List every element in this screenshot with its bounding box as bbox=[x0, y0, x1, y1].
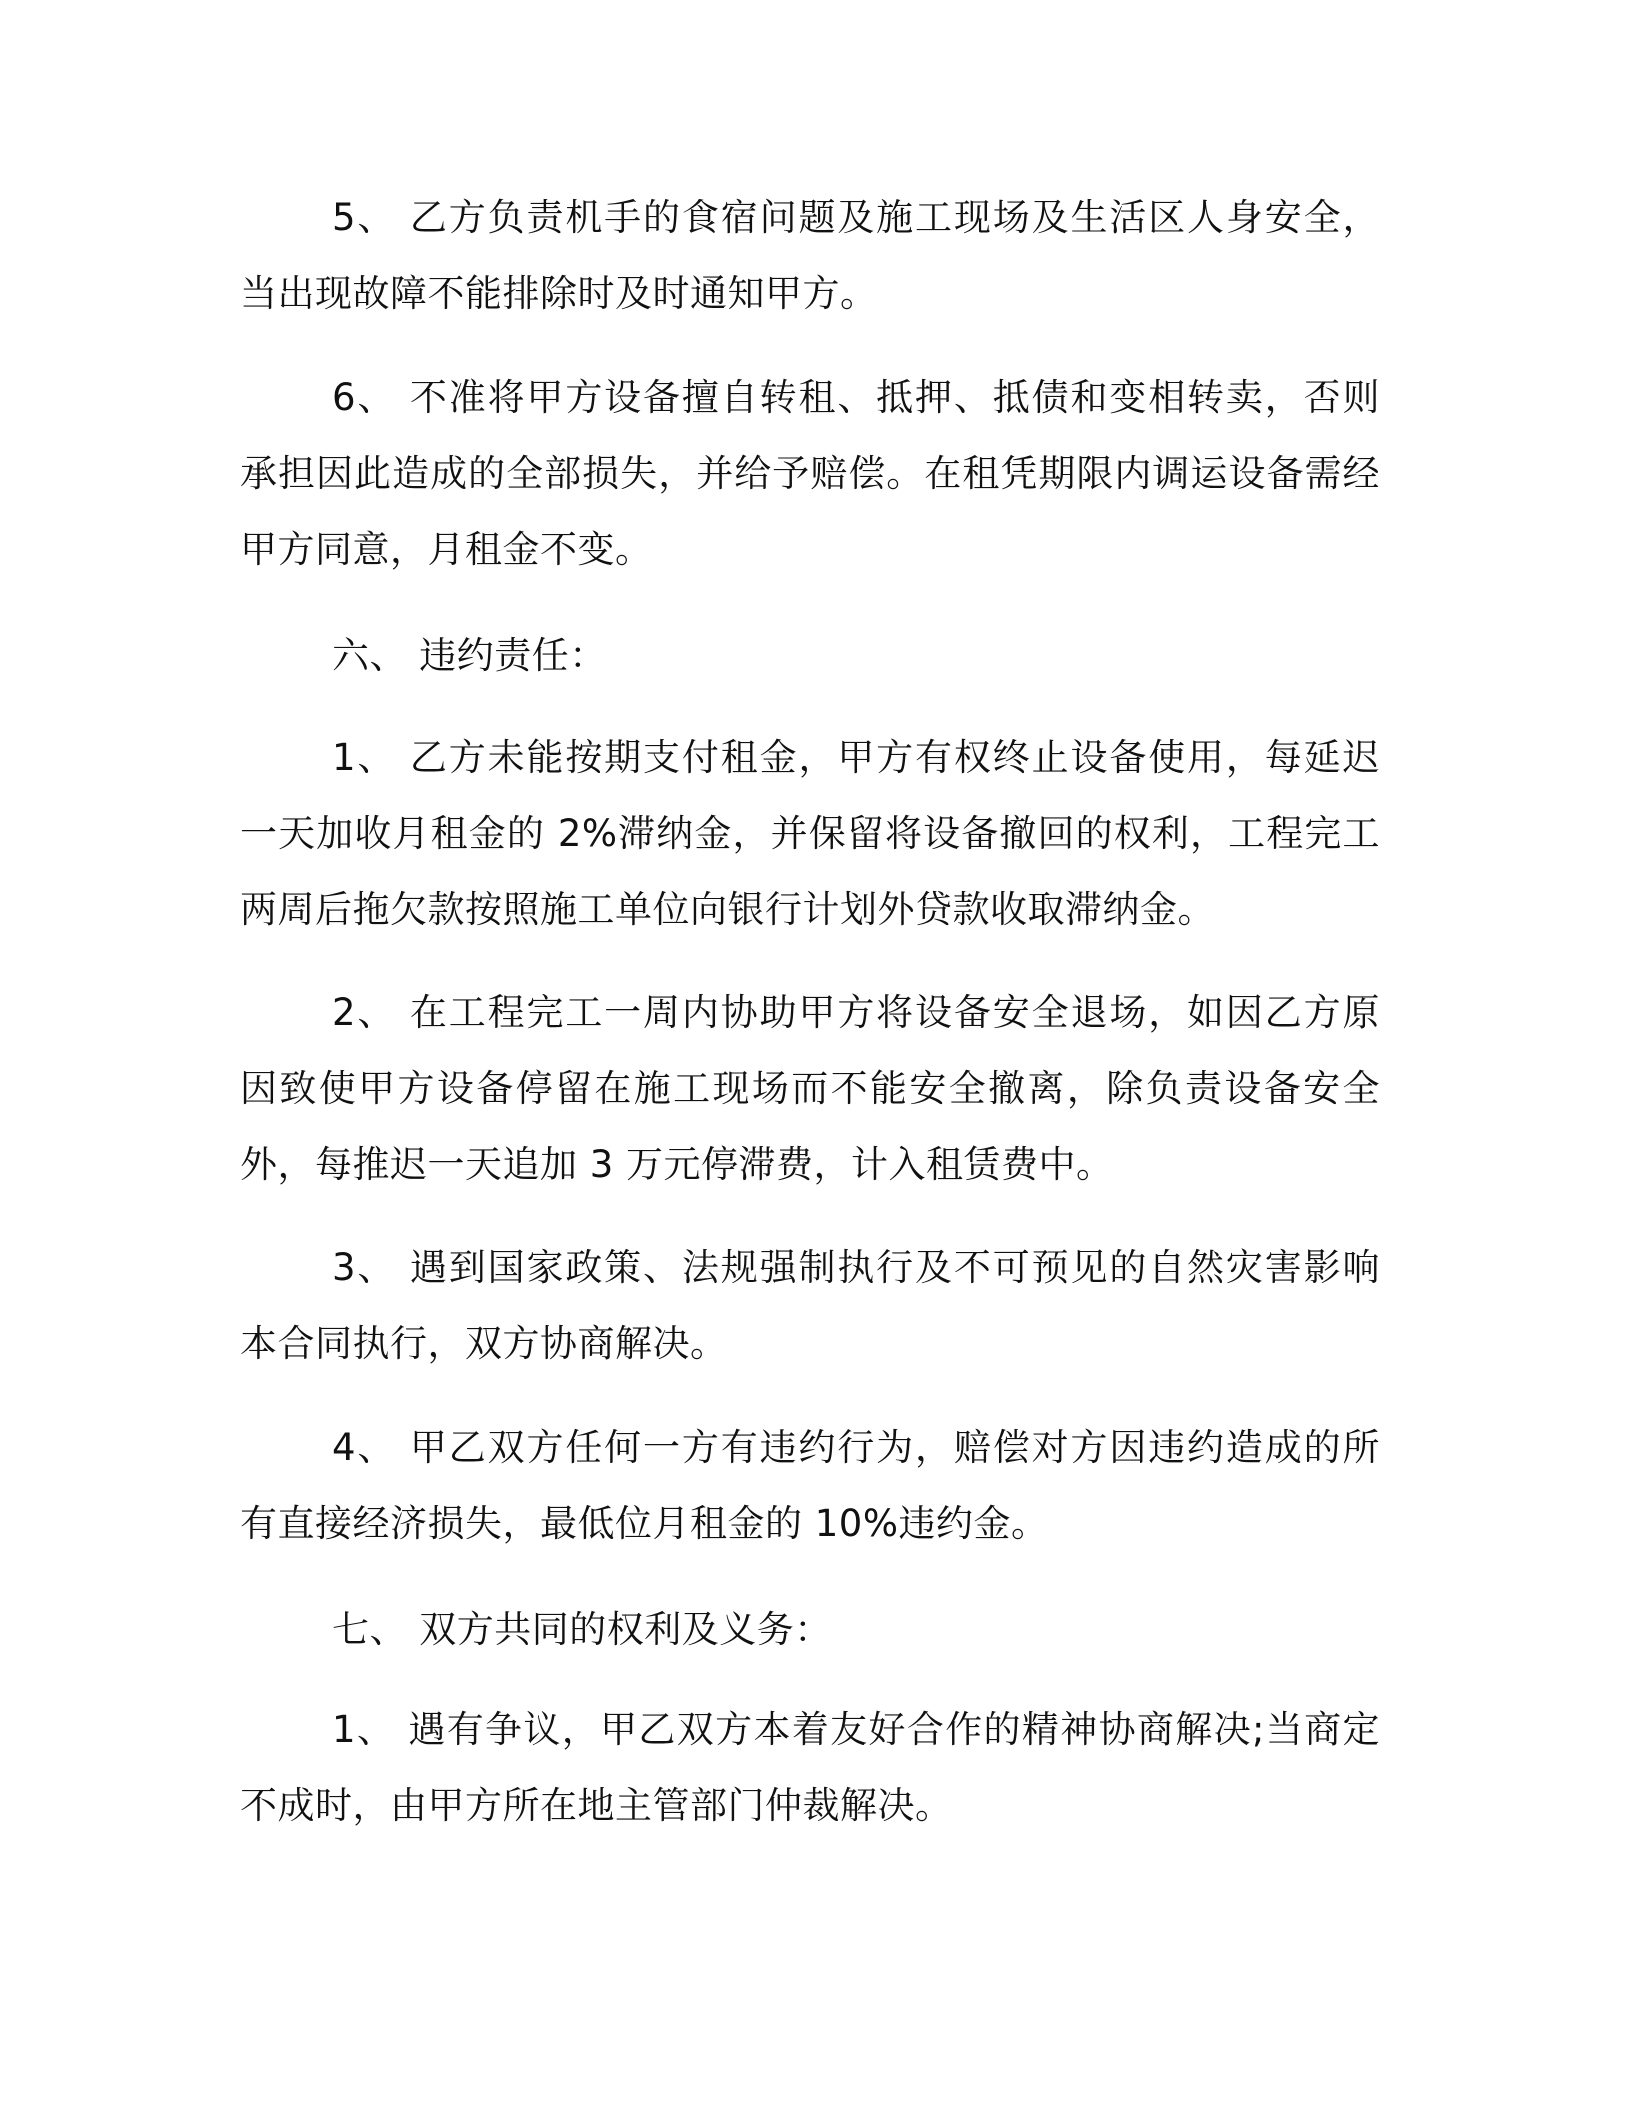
breach-clause-1-paragraph: 1、 乙方未能按期支付租金，甲方有权终止设备使用，每延迟一天加收月租金的 2%滞纳金，并保留将设备撤回的权利，工程完工两周后拖欠款按照施工单位向银行计划外贷款收取滞纳金。 bbox=[240, 736, 1380, 931]
clause-5-paragraph: 5、 乙方负责机手的食宿问题及施工现场及生活区人身安全，当出现故障不能排除时及时通知甲方。 bbox=[240, 196, 1380, 315]
clause-6-paragraph: 6、 不准将甲方设备擅自转租、抵押、抵债和变相转卖，否则承担因此造成的全部损失，并给予赔偿。在租凭期限内调运设备需经甲方同意，月租金不变。 bbox=[240, 376, 1380, 571]
breach-clause-2-paragraph: 2、 在工程完工一周内协助甲方将设备安全退场，如因乙方原因致使甲方设备停留在施工现场而不能安全撤离，除负责设备安全外，每推迟一天追加 3 万元停滞费，计入租赁费中。 bbox=[240, 991, 1380, 1186]
section-7-heading: 七、 双方共同的权利及义务： bbox=[332, 1608, 832, 1651]
mutual-clause-1-paragraph: 1、 遇有争议，甲乙双方本着友好合作的精神协商解决;当商定不成时，由甲方所在地主管部门仲裁解决。 bbox=[240, 1708, 1380, 1827]
section-6-heading: 六、 违约责任： bbox=[332, 634, 607, 677]
breach-clause-3-paragraph: 3、 遇到国家政策、法规强制执行及不可预见的自然灾害影响本合同执行，双方协商解决。 bbox=[240, 1246, 1380, 1365]
breach-clause-4-paragraph: 4、 甲乙双方任何一方有违约行为，赔偿对方因违约造成的所有直接经济损失，最低位月租金的 10%违约金。 bbox=[240, 1426, 1380, 1545]
